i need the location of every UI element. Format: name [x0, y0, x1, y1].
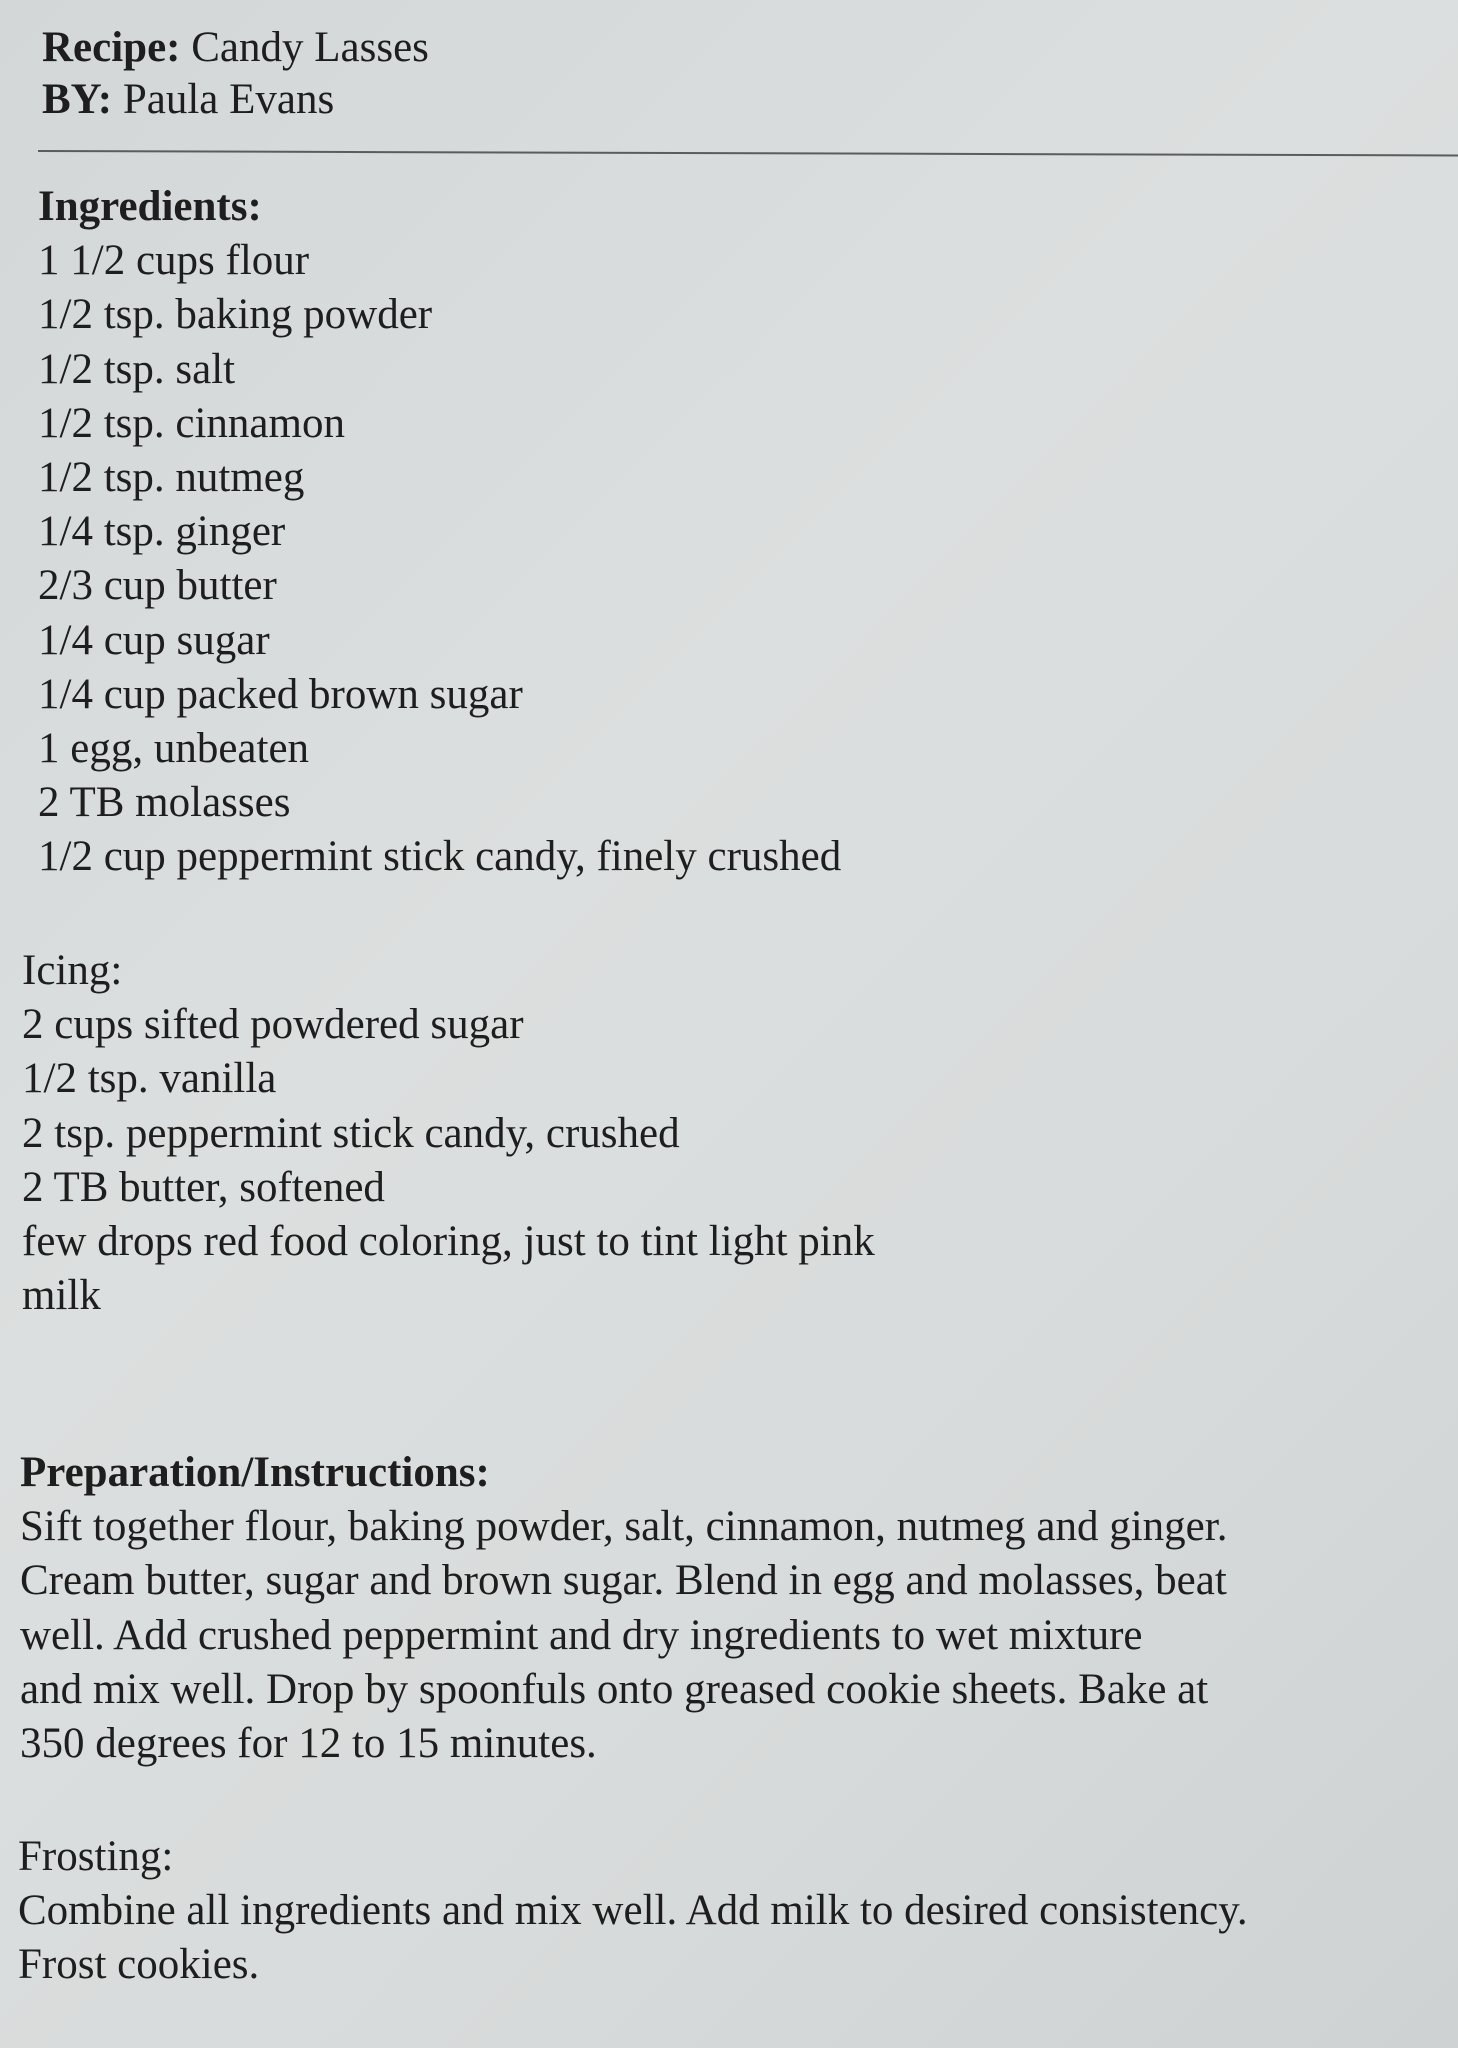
frosting-section	[18, 1830, 1248, 1993]
author-line	[42, 74, 429, 126]
ingredient-item: 1/4 cup packed brown sugar	[38, 670, 523, 718]
recipe-header	[42, 22, 429, 126]
ingredient-item: 2/3 cup butter	[38, 562, 277, 610]
ingredient-item: 1 egg, unbeaten	[38, 725, 310, 773]
icing-item: few drops red food coloring, just to tint light pink	[22, 1218, 875, 1266]
instruction-line: and mix well. Drop by spoonfuls onto greased cookie sheets. Bake at	[20, 1665, 1209, 1713]
ingredient-item: 1/2 tsp. cinnamon	[38, 399, 345, 447]
ingredient-item: 1/4 cup sugar	[38, 616, 270, 664]
frosting-line: Combine all ingredients and mix well. Add milk to desired consistency.	[18, 1887, 1248, 1935]
ingredients-section	[38, 180, 841, 885]
icing-heading: Icing:	[22, 947, 123, 994]
recipe-label: Recipe:	[42, 24, 181, 71]
ingredient-item: 2 TB molasses	[38, 779, 291, 827]
frosting-line: Frost cookies.	[18, 1941, 260, 1989]
icing-item: 2 TB butter, softened	[22, 1163, 385, 1211]
header-divider	[38, 150, 1458, 156]
instructions-heading: Preparation/Instructions:	[20, 1449, 490, 1496]
ingredient-item: 1 1/2 cups flour	[38, 237, 310, 285]
ingredients-heading: Ingredients:	[38, 183, 262, 230]
icing-item: 2 tsp. peppermint stick candy, crushed	[22, 1109, 680, 1157]
instruction-line: well. Add crushed peppermint and dry ingredients to wet mixture	[20, 1611, 1143, 1659]
recipe-name: Candy Lasses	[191, 24, 429, 71]
instruction-line: Sift together flour, baking powder, salt, cinnamon, nutmeg and ginger.	[20, 1503, 1228, 1551]
author-name: Paula Evans	[122, 76, 335, 123]
by-label: BY:	[42, 76, 113, 123]
instruction-line: Cream butter, sugar and brown sugar. Blend in egg and molasses, beat	[20, 1557, 1227, 1605]
icing-item: milk	[22, 1272, 101, 1320]
instruction-line: 350 degrees for 12 to 15 minutes.	[20, 1720, 597, 1768]
ingredient-item: 1/2 cup peppermint stick candy, finely crushed	[38, 833, 842, 881]
ingredient-item: 1/2 tsp. baking powder	[38, 291, 433, 339]
ingredient-item: 1/2 tsp. nutmeg	[38, 454, 305, 502]
frosting-heading: Frosting:	[18, 1833, 174, 1880]
ingredient-item: 1/4 tsp. ginger	[38, 508, 286, 556]
recipe-title-line	[42, 22, 429, 74]
icing-section	[22, 944, 875, 1323]
icing-item: 2 cups sifted powdered sugar	[22, 1001, 524, 1049]
ingredient-item: 1/2 tsp. salt	[38, 345, 236, 393]
icing-item: 1/2 tsp. vanilla	[22, 1055, 277, 1103]
instructions-section	[20, 1446, 1227, 1771]
